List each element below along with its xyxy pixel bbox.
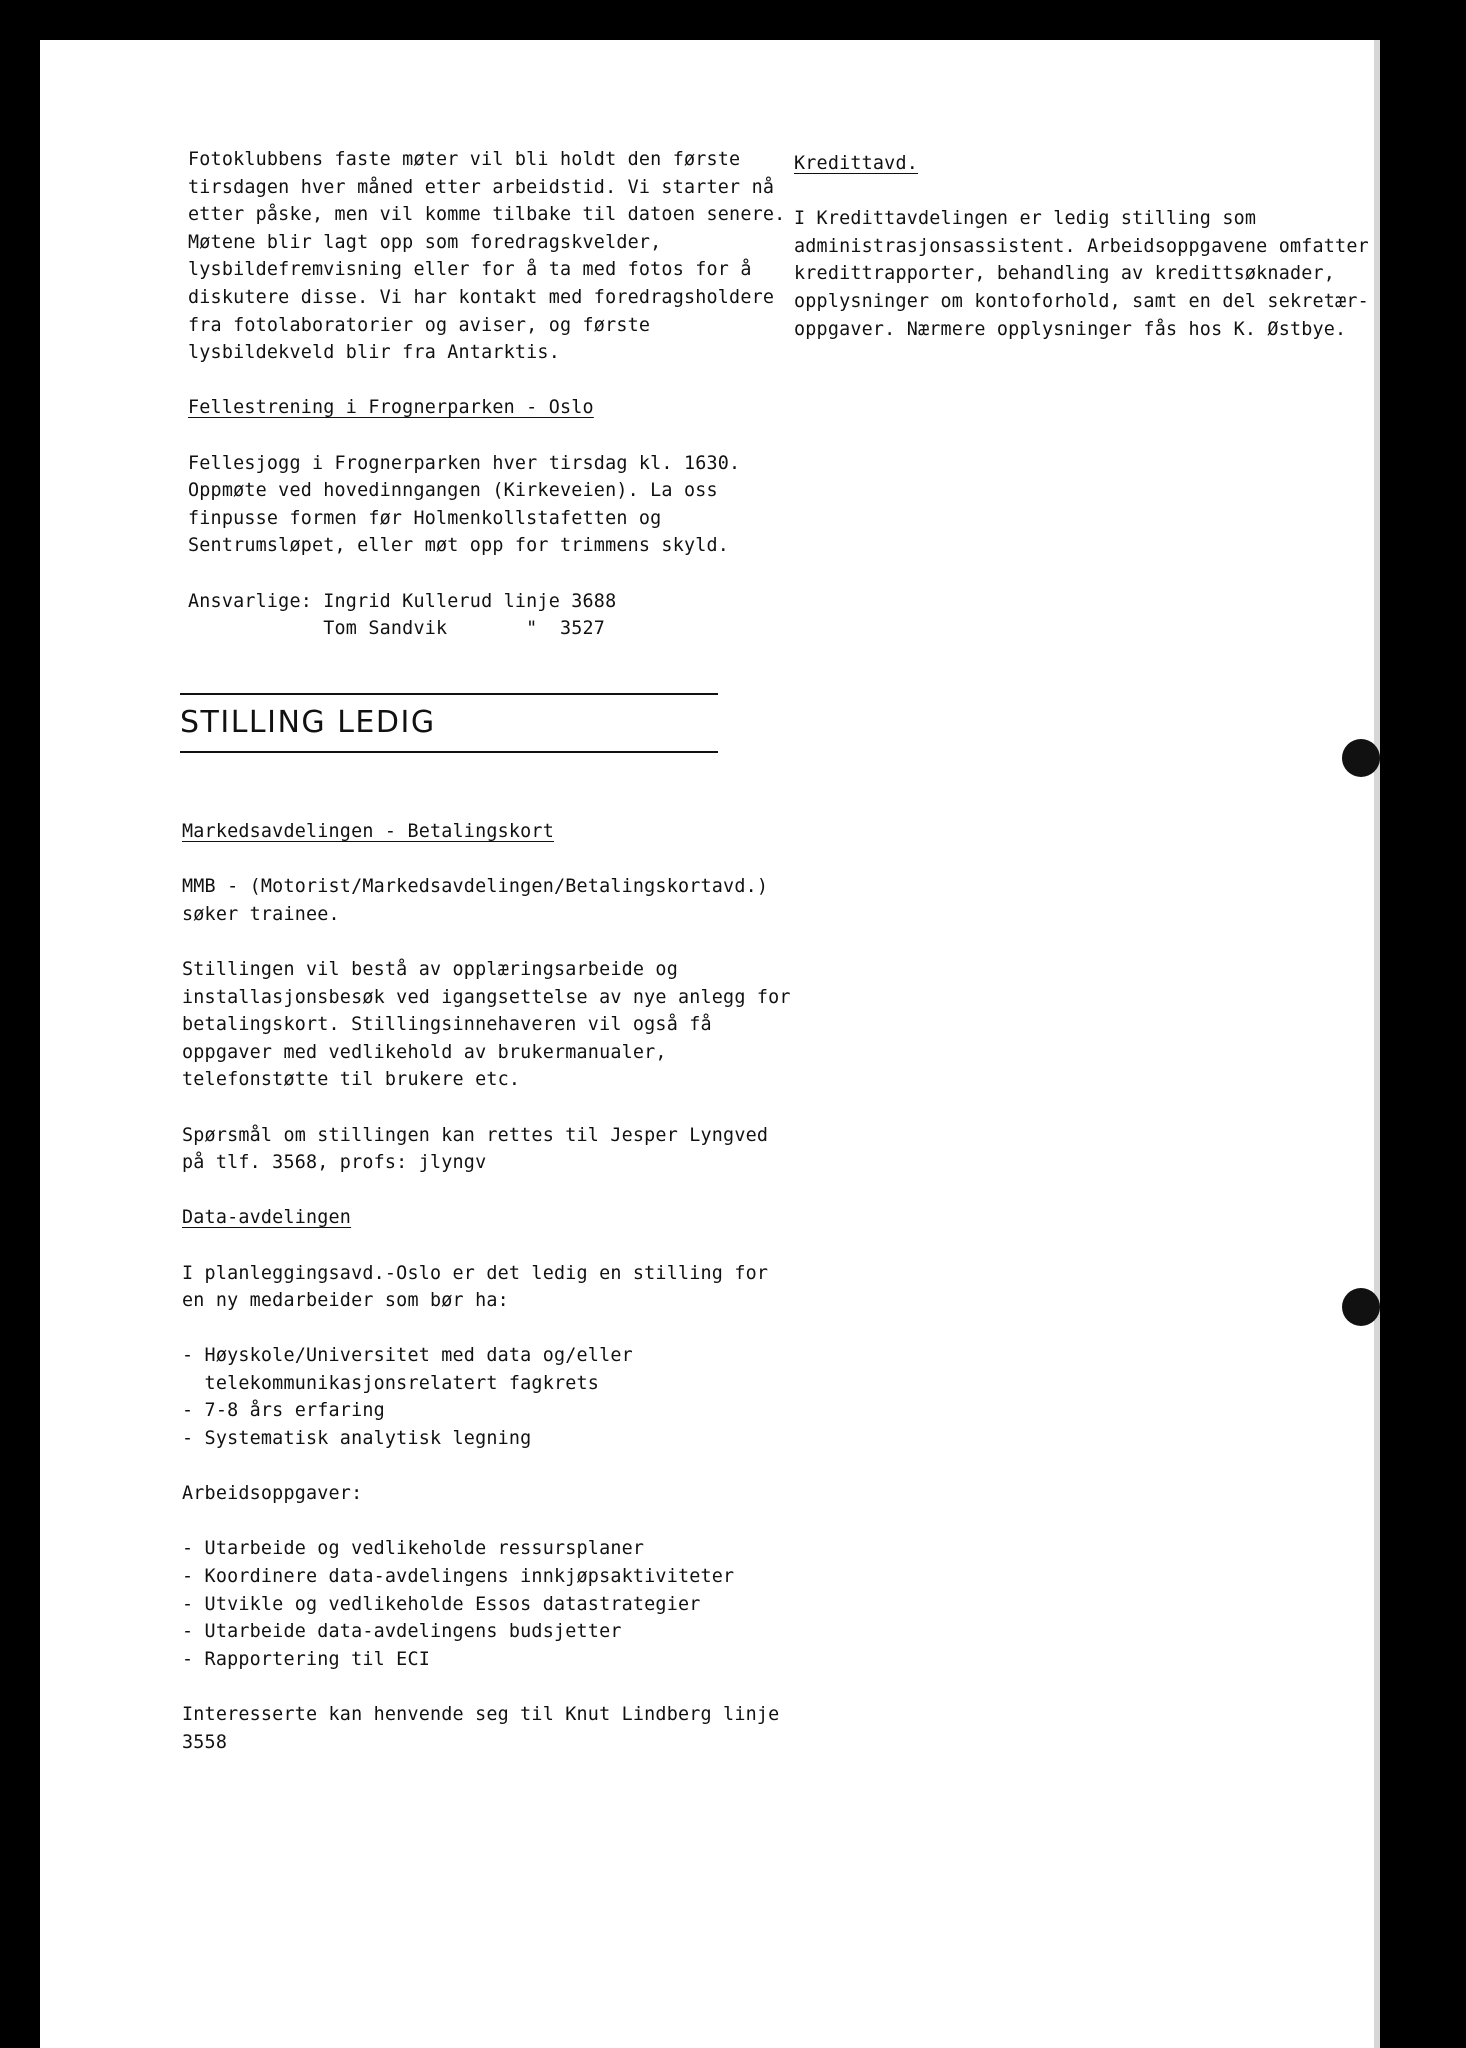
data-intro — [182, 1260, 791, 1315]
arbeidsoppgaver-label: Arbeidsoppgaver: — [182, 1483, 363, 1505]
section-title-block — [180, 693, 718, 753]
text-line: etter påske, men vil komme tilbake til datoen senere. — [188, 204, 786, 226]
list-item: - Utarbeide data-avdelingens budsjetter — [182, 1621, 622, 1643]
text-line: I planleggingsavd.-Oslo er det ledig en stilling for — [182, 1262, 769, 1284]
text-line: betalingskort. Stillingsinnehaveren vil også få — [182, 1014, 712, 1036]
text-line: lysbildekveld blir fra Antarktis. — [188, 342, 560, 364]
text-line: I Kredittavdelingen er ledig stilling som — [794, 208, 1257, 230]
data-contact — [182, 1701, 791, 1756]
list-item: - Høyskole/Universitet med data og/eller — [182, 1345, 633, 1367]
punch-hole-upper — [1342, 739, 1380, 777]
text-line: tirsdagen hver måned etter arbeidstid. Vi starter nå — [188, 176, 775, 198]
section-title: STILLING LEDIG — [180, 705, 436, 740]
markeds-heading: Markedsavdelingen - Betalingskort — [182, 821, 554, 842]
punch-hole-lower — [1342, 1288, 1380, 1326]
text-line: Sentrumsløpet, eller møt opp for trimmens skyld. — [188, 535, 730, 557]
data-requirements-list — [182, 1342, 791, 1452]
right-column — [794, 150, 1369, 343]
fellestrening-heading: Fellestrening i Frognerparken - Oslo — [188, 397, 594, 419]
text-line: oppgaver med vedlikehold av brukermanualer, — [182, 1041, 667, 1063]
left-column-lower — [182, 818, 791, 1756]
document-page — [40, 40, 1380, 2048]
text-line: Oppmøte ved hovedinngangen (Kirkeveien). La oss — [188, 480, 718, 502]
kreditt-heading: Kredittavd. — [794, 153, 918, 174]
arbeidsoppgaver-list — [182, 1535, 791, 1673]
left-column-upper — [188, 146, 785, 643]
list-item: - 7-8 års erfaring — [182, 1400, 385, 1422]
fellestrening-paragraph — [188, 450, 785, 560]
text-line: Tom Sandvik " 3527 — [188, 618, 606, 640]
text-line: opplysninger om kontoforhold, samt en del sekretær- — [794, 290, 1369, 312]
text-line: en ny medarbeider som bør ha: — [182, 1290, 509, 1312]
text-line: diskutere disse. Vi har kontakt med foredragsholdere — [188, 286, 775, 308]
data-heading: Data-avdelingen — [182, 1207, 352, 1229]
text-line: søker trainee. — [182, 903, 340, 925]
list-item: - Rapportering til ECI — [182, 1648, 430, 1670]
list-item: - Utarbeide og vedlikeholde ressursplaner — [182, 1538, 645, 1560]
text-line: på tlf. 3568, profs: jlyngv — [182, 1152, 487, 1174]
markeds-description — [182, 956, 791, 1094]
text-line: kredittrapporter, behandling av kredittsøknader, — [794, 263, 1336, 285]
top-rule — [180, 693, 718, 695]
list-item: - Koordinere data-avdelingens innkjøpsaktiviteter — [182, 1566, 735, 1588]
text-line: finpusse formen før Holmenkollstafetten og — [188, 507, 662, 529]
kreditt-paragraph — [794, 205, 1369, 343]
text-line: Ansvarlige: Ingrid Kullerud linje 3688 — [188, 590, 617, 612]
list-item: - Utvikle og vedlikeholde Essos datastrategier — [182, 1593, 701, 1615]
text-line: Spørsmål om stillingen kan rettes til Jesper Lyngved — [182, 1124, 769, 1146]
text-line: Stillingen vil bestå av opplæringsarbeide og — [182, 958, 678, 980]
text-line: administrasjonsassistent. Arbeidsoppgavene omfatter — [794, 235, 1369, 257]
text-line: installasjonsbesøk ved igangsettelse av nye anlegg for — [182, 986, 791, 1008]
text-line: MMB - (Motorist/Markedsavdelingen/Betalingskortavd.) — [182, 876, 769, 898]
text-line: fra fotolaboratorier og aviser, og første — [188, 314, 651, 336]
text-line: Møtene blir lagt opp som foredragskvelder, — [188, 231, 662, 253]
fotoklubb-paragraph — [188, 146, 785, 367]
list-item: telekommunikasjonsrelatert fagkrets — [182, 1372, 600, 1394]
markeds-intro — [182, 873, 791, 928]
text-line: Interesserte kan henvende seg til Knut Lindberg linje — [182, 1704, 780, 1725]
text-line: 3558 — [182, 1731, 228, 1753]
text-line: Fellesjogg i Frognerparken hver tirsdag kl. 1630. — [188, 452, 741, 474]
text-line: lysbildefremvisning eller for å ta med fotos for å — [188, 259, 752, 281]
markeds-contact — [182, 1122, 791, 1177]
list-item: - Systematisk analytisk legning — [182, 1428, 532, 1450]
text-line: telefonstøtte til brukere etc. — [182, 1069, 521, 1091]
text-line: oppgaver. Nærmere opplysninger fås hos K. Østbye. — [794, 318, 1347, 340]
text-line: Fotoklubbens faste møter vil bli holdt den første — [188, 149, 741, 170]
bottom-rule — [180, 751, 718, 753]
ansvarlige-block — [188, 588, 785, 643]
